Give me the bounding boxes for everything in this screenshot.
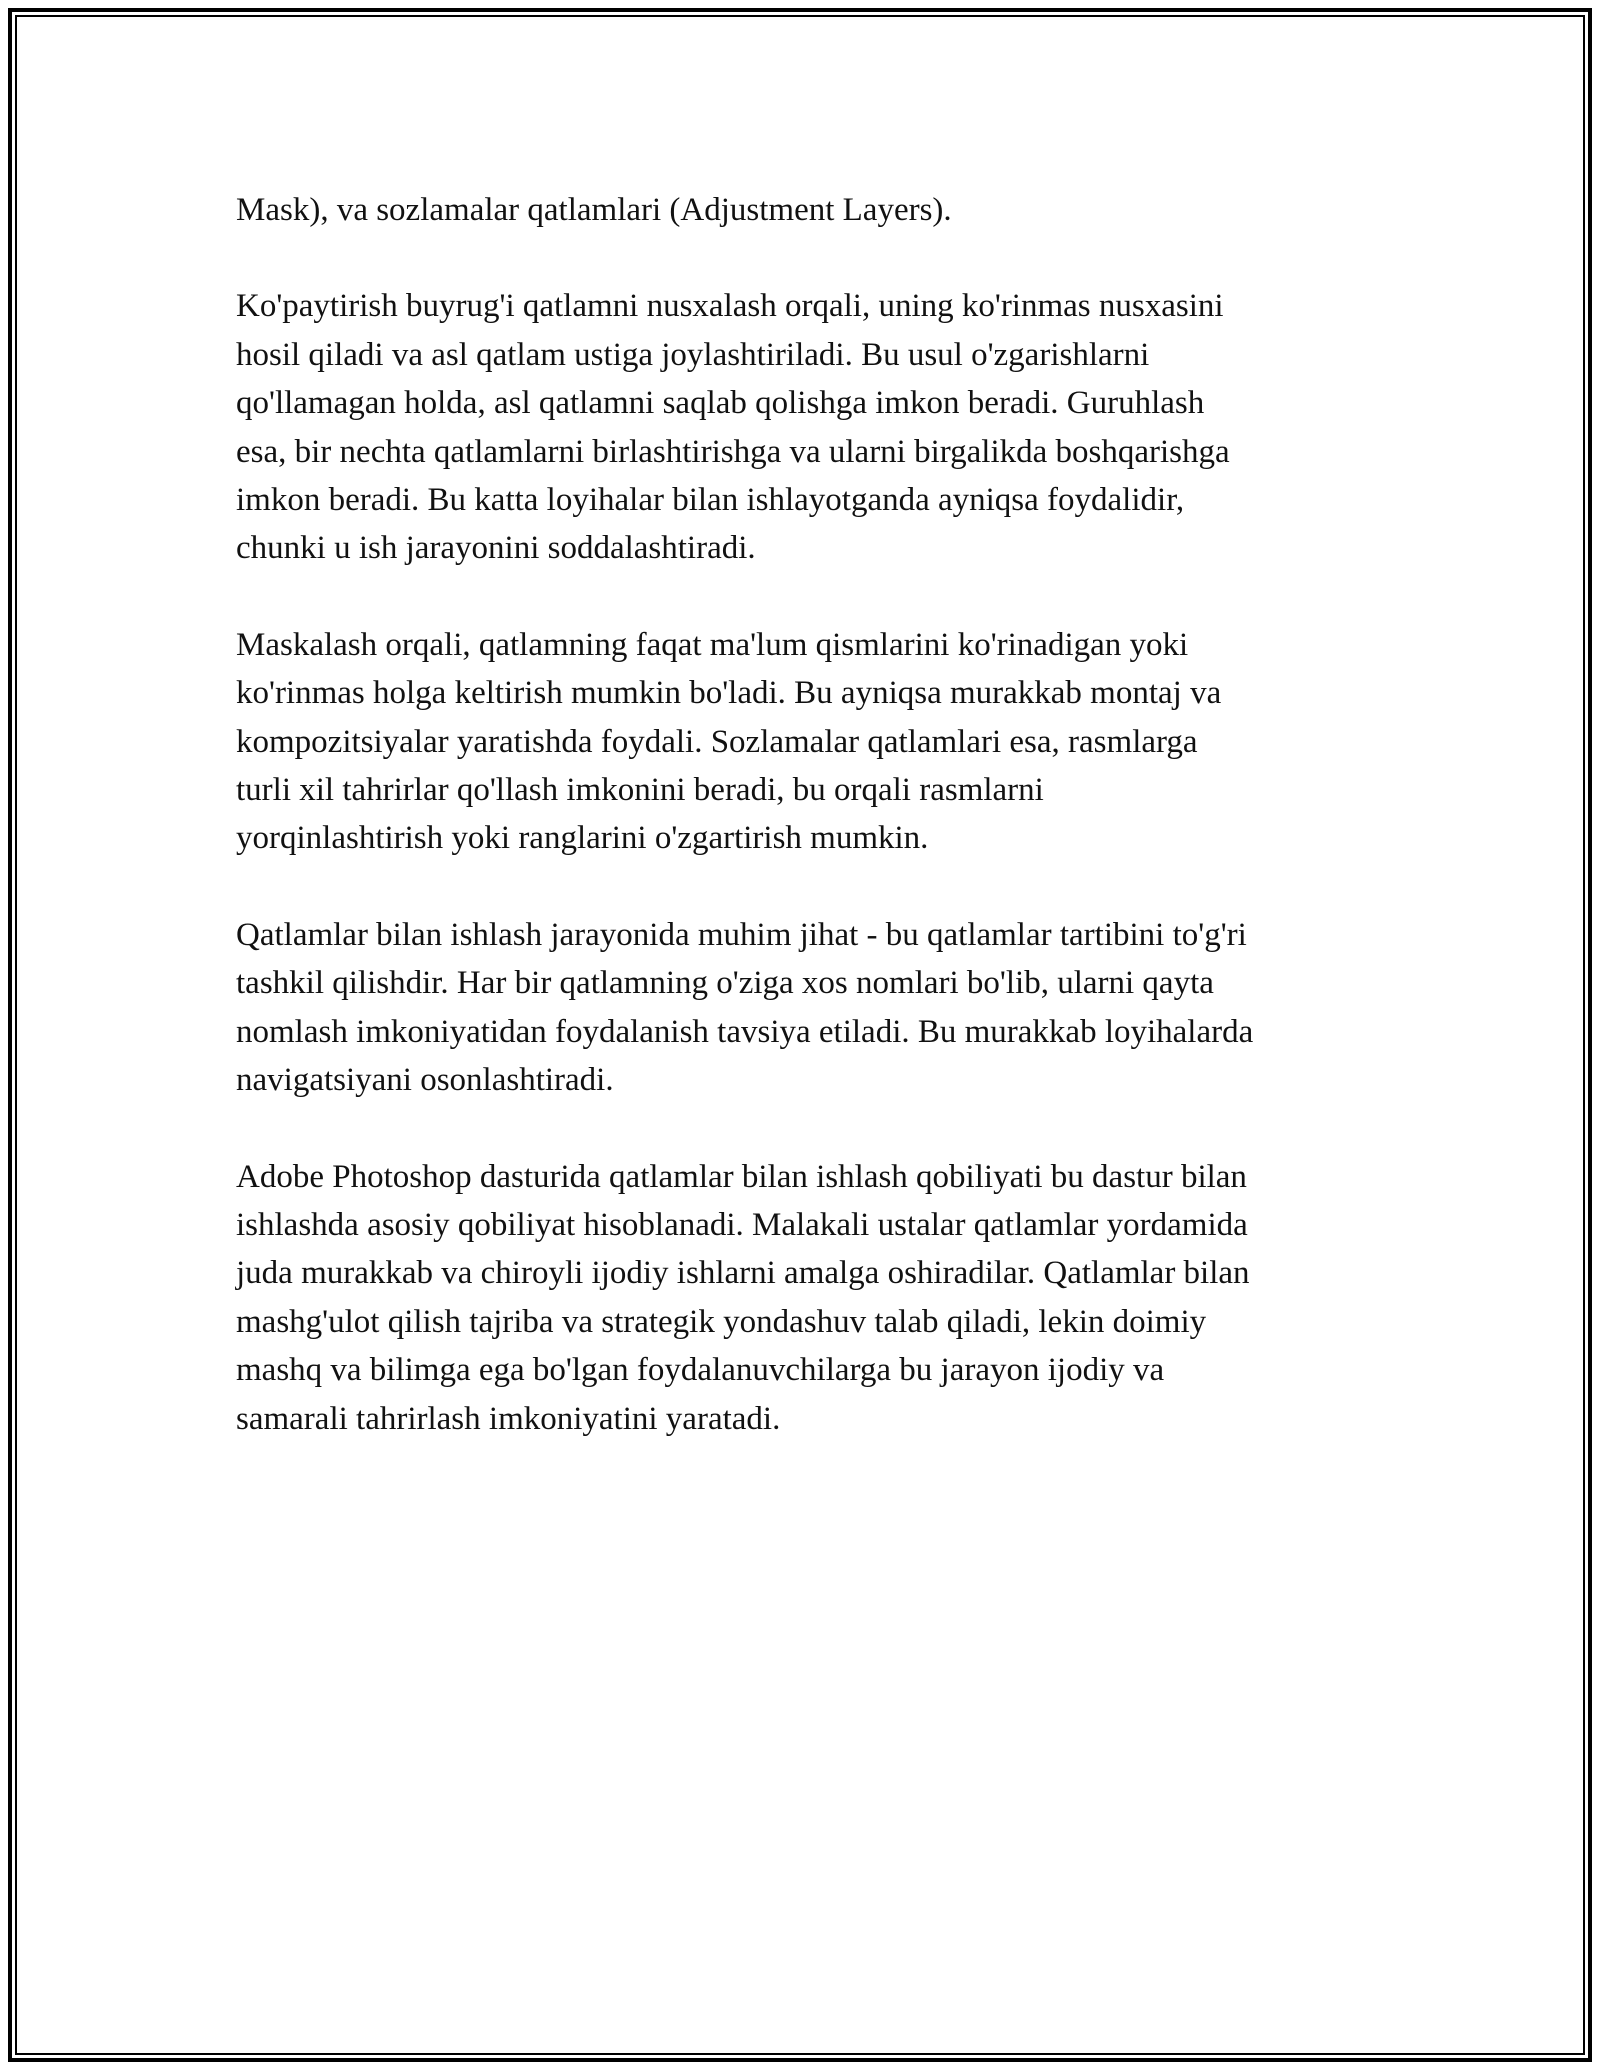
paragraph-conclusion: Adobe Photoshop dasturida qatlamlar bilan ishlash qobiliyati bu dastur bilan ishlashda asosiy qobiliyat hisoblanadi. Malakali ustalar qatlamlar yordamida juda murakkab va chiroyli ijodiy ishlarni amalga oshiradilar. Qatlamlar bilan mashg'ulot qilish tajriba va strategik yondashuv talab qiladi, lekin doimiy mashq va bilimga ega bo'lgan foydalanuvchilarga bu jarayon ijodiy va samarali tahrirlash imkoniyatini yaratadi. [236,1158,1250,1437]
document-body [236,186,1376,1491]
paragraph-layer-order: Qatlamlar bilan ishlash jarayonida muhim jihat - bu qatlamlar tartibini to'g'ri tashkil qilishdir. Har bir qatlamning o'ziga xos nomlari bo'lib, ularni qayta nomlash imkoniyatidan foydalanish tavsiya etiladi. Bu murakkab loyihalarda navigatsiyani osonlashtiradi. [236,916,1254,1099]
paragraph-masking-and-adjustments: Maskalash orqali, qatlamning faqat ma'lum qismlarini ko'rinadigan yoki ko'rinmas holga keltirish mumkin bo'ladi. Bu ayniqsa murakkab montaj va kompozitsiyalar yaratishda foydali. Sozlamalar qatlamlari esa, rasmlarga turli xil tahrirlar qo'llash imkonini beradi, bu orqali rasmlarni yorqinlashtirish yoki ranglarini o'zgartirish mumkin. [236,626,1222,857]
paragraph-duplicate-and-group: Ko'paytirish buyrug'i qatlamni nusxalash orqali, uning ko'rinmas nusxasini hosil qiladi va asl qatlam ustiga joylashtiriladi. Bu usul o'zgarishlarni qo'llamagan holda, asl qatlamni saqlab qolishga imkon beradi. Guruhlash esa, bir nechta qatlamlarni birlashtirishga va ularni birgalikda boshqarishga imkon beradi. Bu katta loyihalar bilan ishlayotganda ayniqsa foydalidir, chunki u ish jarayonini soddalashtiradi. [236,288,1230,567]
paragraph-continuation: Mask), va sozlamalar qatlamlari (Adjustment Layers). [236,192,952,228]
